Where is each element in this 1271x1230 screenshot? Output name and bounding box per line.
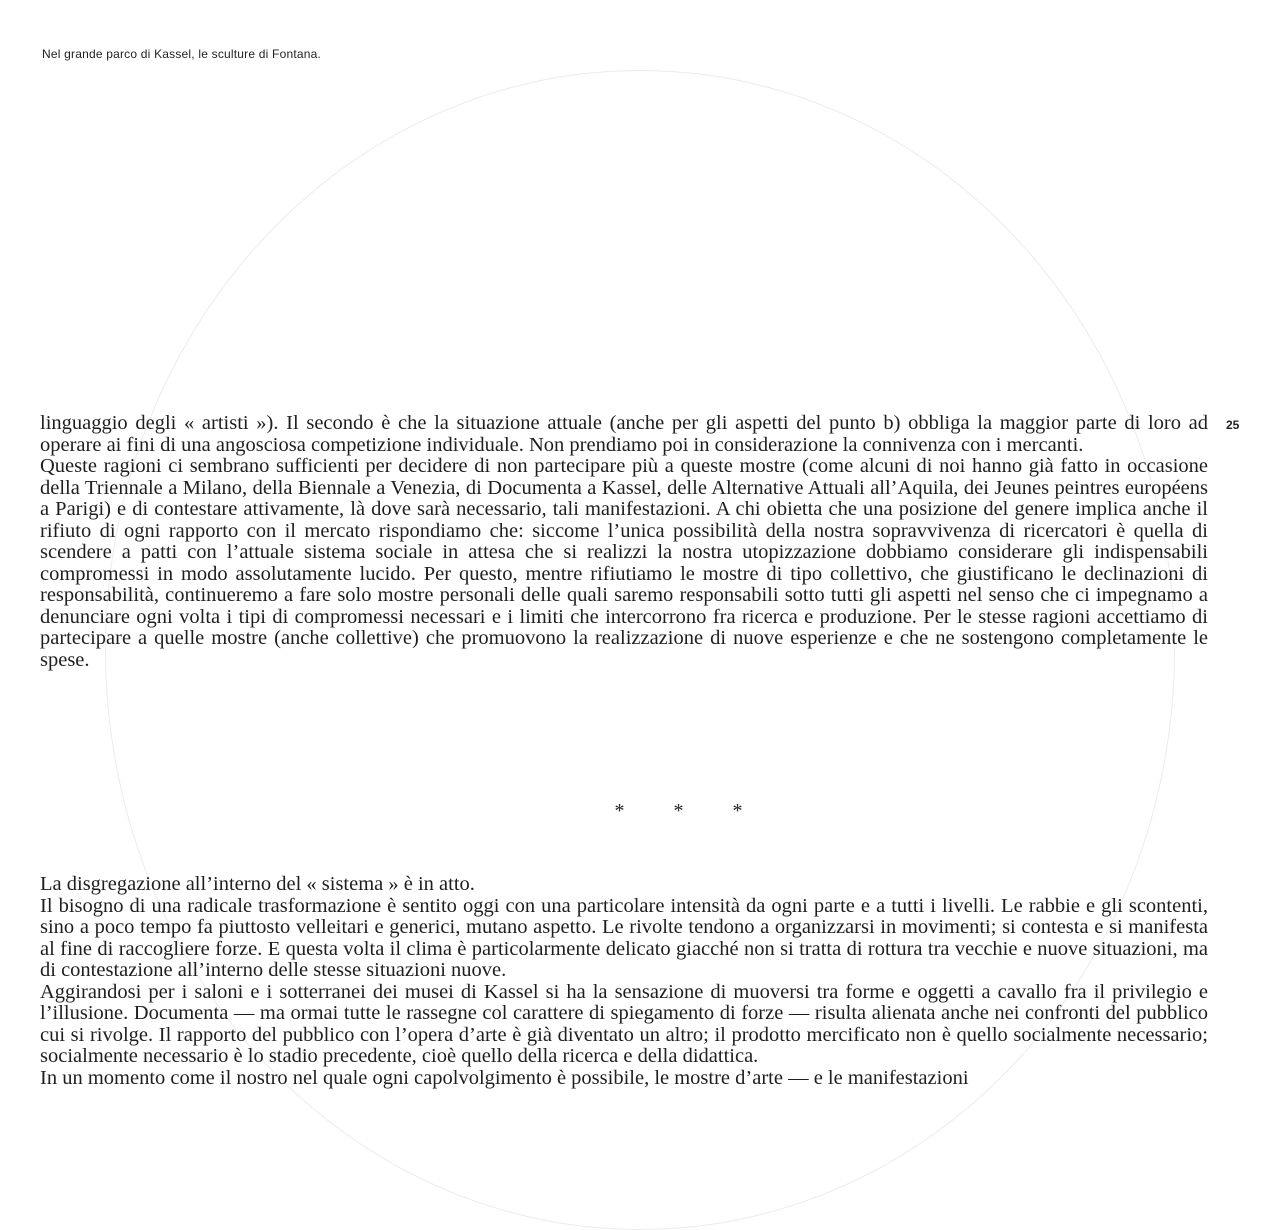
body-text-section-2 (40, 874, 1208, 1089)
body-text-section-1 (40, 413, 1208, 671)
paragraph: Il bisogno di una radicale trasformazione è sentito oggi con una particolare intensità da ogni parte e a tutti i livelli. Le rabbie e gli scontenti, sino a poco tempo fa piuttosto velleitari e generici, mutano aspetto. Le rivolte tendono a organizzarsi in movimenti; si contesta e si manifesta al fine di raccogliere forze. E questa volta il clima è particolarmente delicato giacché non si tratta di rottura tra vecchie e nuove situazioni, ma di contestazione all’interno delle stesse situazioni nuove. (40, 894, 1208, 981)
paragraph: In un momento come il nostro nel quale ogni capolvolgimento è possibile, le mostre d’arte — e le manifestazioni (40, 1066, 969, 1089)
paragraph: linguaggio degli « artisti »). Il secondo è che la situazione attuale (anche per gli aspetti del punto b) obbliga la maggior parte di loro ad operare ai fini di una angosciosa competizione individuale. Non prendiamo poi in considerazione la connivenza con i mercanti. (40, 412, 1208, 456)
paragraph: La disgregazione all’interno del « sistema » è in atto. (40, 873, 475, 895)
photo-caption: Nel grande parco di Kassel, le sculture di Fontana. (42, 47, 322, 61)
paragraph: Aggirandosi per i saloni e i sotterranei dei musei di Kassel si ha la sensazione di muoversi tra forme e oggetti a cavallo fra il privilegio e l’illusione. Documenta — ma ormai tutte le rassegne col carattere di spiegamento di forze — risulta alienata anche nei confronti del pubblico cui si rivolge. Il rapporto del pubblico con l’opera d’arte è già diventato un altro; il prodotto mercificato non è quello socialmente necessario; socialmente necessario è lo stadio precedente, cioè quello della ricerca e della didattica. (40, 980, 1208, 1067)
section-separator: * * * (614, 800, 765, 822)
paragraph: Queste ragioni ci sembrano sufficienti per decidere di non partecipare più a queste mostre (come alcuni di noi hanno già fatto in occasione della Triennale a Milano, della Biennale a Venezia, di Documenta a Kassel, delle Alternative Attuali all’Aquila, dei Jeunes peintres européens a Parigi) e di contestare attivamente, là dove sarà necessario, tali manifestazioni. A chi obietta che una posizione del genere implica anche il rifiuto di ogni rapporto con il mercato rispondiamo che: siccome l’unica possibilità della nostra sopravvivenza di ricercatori è quella di scendere a patti con l’attuale sistema sociale in attesa che si realizzi la nostra utopizzazione dobbiamo considerare gli indispensabili compromessi in modo assolutamente lucido. Per questo, mentre rifiutiamo le mostre di tipo collettivo, che giustificano le declinazioni di responsabilità, continueremo a fare solo mostre personali delle quali saremo responsabili sotto tutti gli aspetti nel senso che ci impegnamo a denunciare ogni volta i tipi di compromessi necessari e i limiti che intercorrono fra ricerca e produzione. Per le stesse ragioni accettiamo di partecipare a quelle mostre (anche collettive) che promuovono la realizzazione di nuove esperienze e che ne sostengono completamente le spese. (40, 455, 1208, 671)
page-number: 25 (1226, 418, 1240, 432)
